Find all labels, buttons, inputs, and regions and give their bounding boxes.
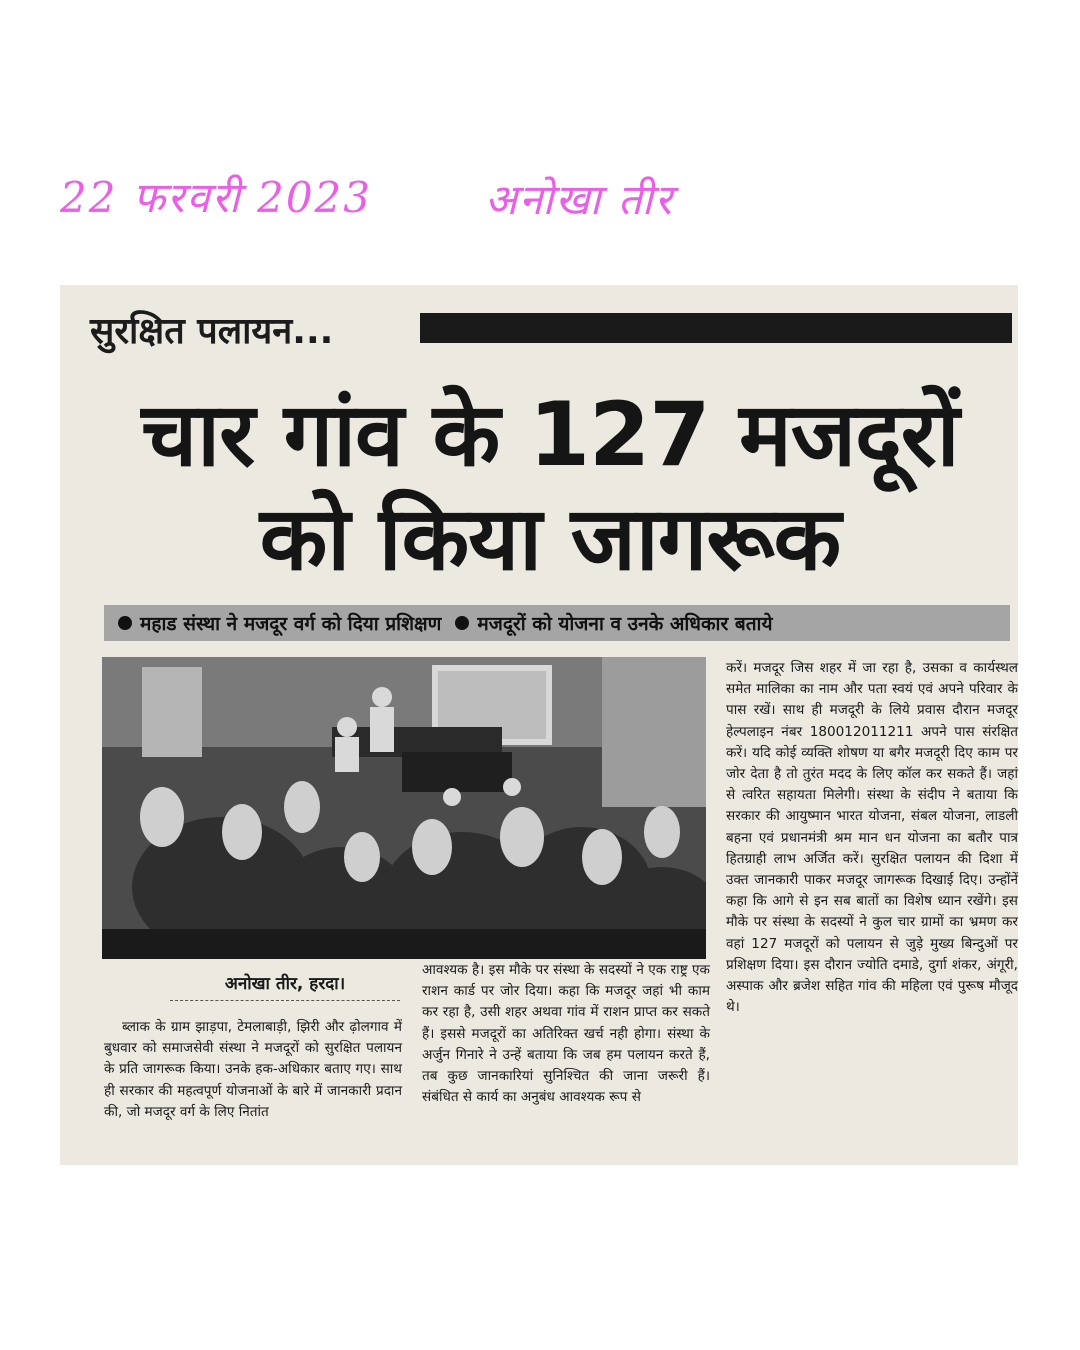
handwritten-date: 22 फरवरी 2023 [60, 173, 372, 222]
kicker-rule [420, 313, 1012, 343]
newspaper-clipping [60, 285, 1018, 1165]
subdeck-point-2: मजदूरों को योजना व उनके अधिकार बताये [477, 613, 773, 635]
article-subdeck [104, 605, 1010, 641]
photo-illustration [102, 657, 706, 959]
bullet-icon [118, 616, 132, 630]
headline-line-2: को किया जागरूक [259, 487, 841, 590]
headline-line-1: चार गांव के 127 मजदूरों [141, 383, 959, 486]
article-byline: अनोखा तीर, हरदा। [170, 971, 400, 1001]
subdeck-point-1: महाड संस्था ने मजदूर वर्ग को दिया प्रशिक्षण [140, 613, 442, 635]
handwritten-annotation [60, 168, 960, 238]
article-photo [102, 657, 706, 959]
article-kicker: सुरक्षित पलायन... [90, 311, 334, 352]
handwritten-newspaper-name: अनोखा तीर [485, 175, 674, 224]
bullet-icon [455, 616, 469, 630]
article-column-3: करें। मजदूर जिस शहर में जा रहा है, उसका व कार्यस्थल समेत मालिका का नाम और पता स्वयं एवं अपने परिवार के पास रखें। साथ ही मजदूरी के लिये प्रवास दौरान मजदूर हेल्पलाइन नंबर 180012011211 अपने पास संरक्षित करें। यदि कोई व्यक्ति शोषण या बगैर मजदूरी दिए काम पर जोर देता है तो तुरंत मदद के लिए कॉल कर सकते हैं। जहां से त्वरित सहायता मिलेगी। संस्था के संदीप ने बताया कि सरकार की आयुष्मान भारत योजना, संबल योजना, लाडली बहना एवं प्रधानमंत्री श्रम मान धन योजना का बतौर पात्र हितग्राही लाभ अर्जित करें। सुरक्षित पलायन की दिशा में उक्त जानकारी पाकर मजदूर जागरूक दिखाई दिए। उन्होंनें कहा कि आगे से इन सब बातों का विशेष ध्यान रखेंगे। इस मौके पर संस्था के सदस्यों ने कुल चार ग्रामों का भ्रमण कर वहां 127 मजदूरों को पलायन से जुड़े मुख्य बिन्दुओं पर प्रशिक्षण दिया। इस दौरान ज्योति दमाडे, दुर्गा शंकर, अंगूरी, अस्पाक और ब्रजेश सहित गांव की महिला एवं पुरूष मौजूद थे। [726, 660, 1018, 1016]
article-headline [90, 383, 1010, 591]
article-column-1: ब्लाक के ग्राम झाड़पा, टेमलाबाड़ी, झिरी और ढ़ोलगाव में बुधवार को समाजसेवी संस्था ने मजदूरों को सुरक्षित पलायन के प्रति जागरूक किया। उनके हक-अधिकार बताए गए। साथ ही सरकार की महत्वपूर्ण योजनाओं के बारे में जानकारी प्रदान की, जो मजदूर वर्ग के लिए नितांत [104, 1019, 402, 1120]
article-column-2: आवश्यक है। इस मौके पर संस्था के सदस्यों ने एक राष्ट्र एक राशन कार्ड पर जोर दिया। कहा कि मजदूर जहां भी काम कर रहा है, उसी शहर अथवा गांव में राशन प्राप्त कर सकते हैं। इससे मजदूरों का अतिरिक्त खर्च नही होगा। संस्था के अर्जुन गिनारे ने उन्हें बताया कि जब हम पलायन करते हैं, तब कुछ जानकारियां सुनिश्चित की जाना जरूरी हैं। संबंधित से कार्य का अनुबंध आवश्यक रूप से [422, 962, 710, 1106]
